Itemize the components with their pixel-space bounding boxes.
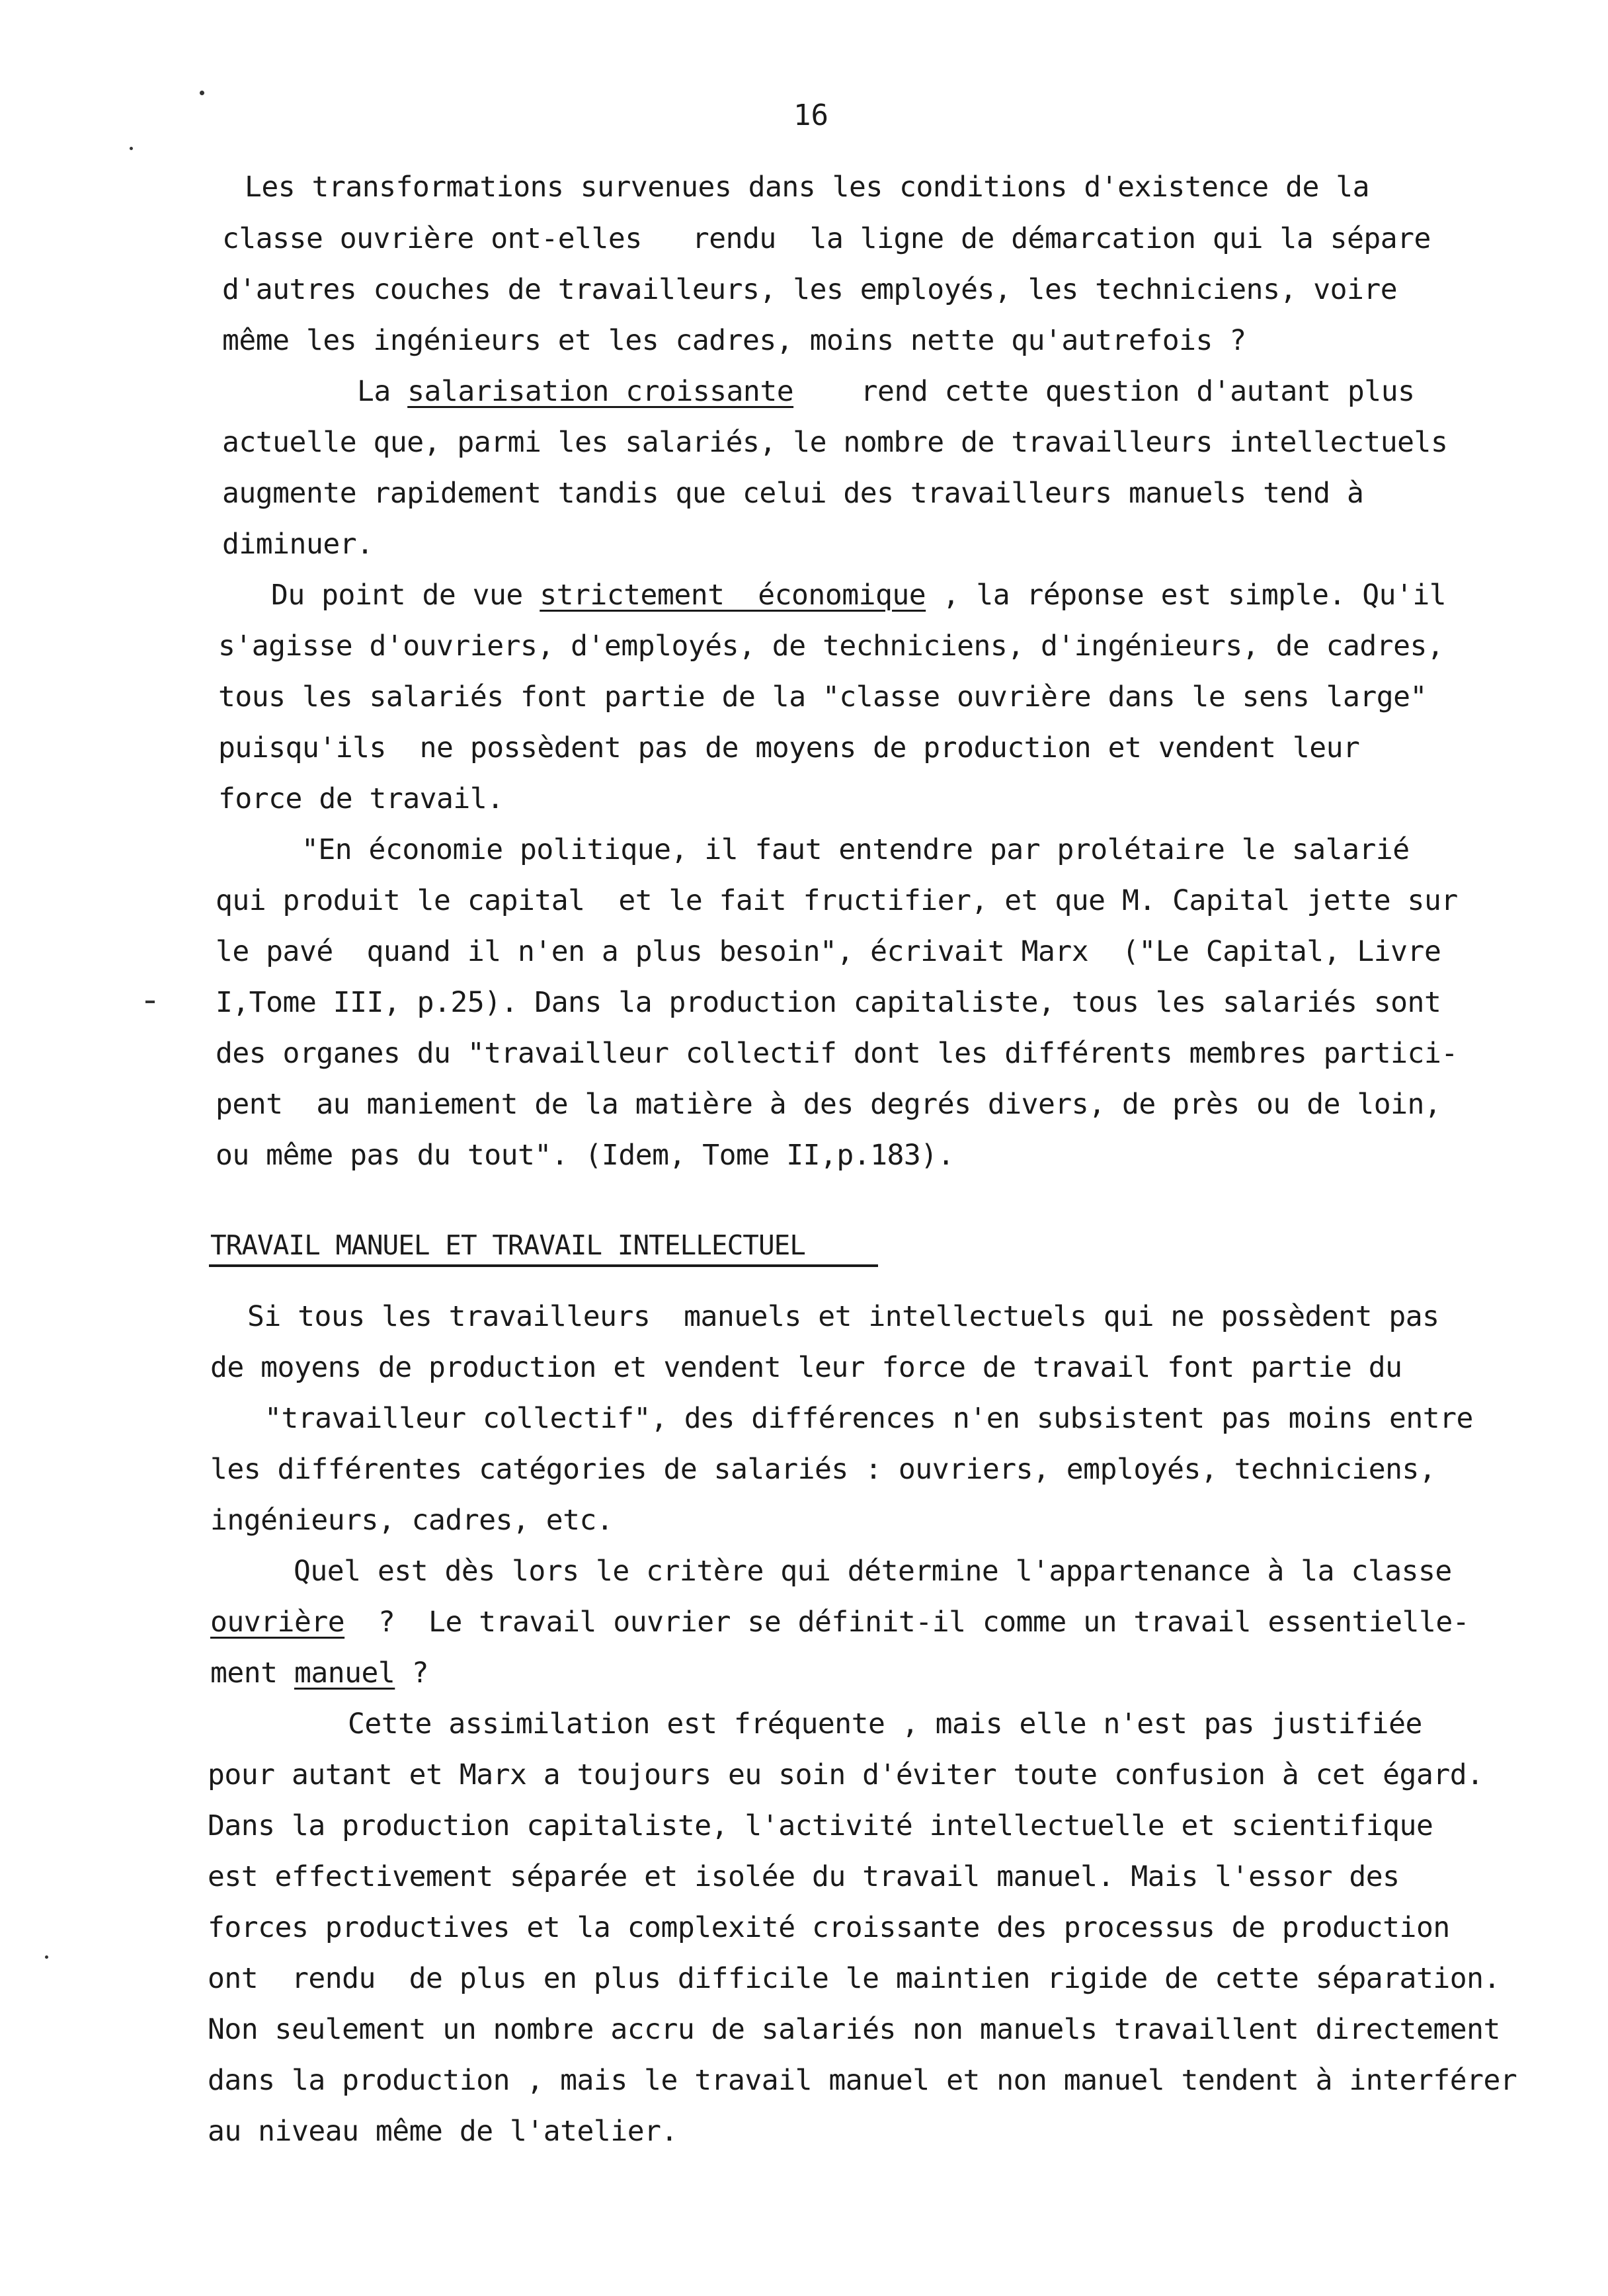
text-line: force de travail. (218, 782, 504, 815)
section-heading: TRAVAIL MANUEL ET TRAVAIL INTELLECTUEL (210, 1229, 805, 1261)
text-line: est effectivement séparée et isolée du travail manuel. Mais l'essor des (208, 1860, 1400, 1893)
scan-mark (145, 1001, 155, 1003)
text-line: Dans la production capitaliste, l'activité intellectuelle et scientifique (208, 1809, 1433, 1842)
text-line: Si tous les travailleurs manuels et intellectuels qui ne possèdent pas (247, 1300, 1439, 1333)
text-line: des organes du "travailleur collectif dont les différents membres partici- (216, 1037, 1458, 1070)
text-line: les différentes catégories de salariés : ouvriers, employés, techniciens, (210, 1453, 1436, 1486)
text-run: , la réponse est simple. Qu'il (926, 579, 1447, 612)
text-line: actuelle que, parmi les salariés, le nombre de travailleurs intellectuels (222, 426, 1448, 459)
text-line: dans la production , mais le travail manuel et non manuel tendent à interférer (208, 2064, 1517, 2097)
underlined-term: strictement économique (540, 579, 926, 612)
text-line: qui produit le capital et le fait fructifier, et que M. Capital jette sur (216, 884, 1458, 917)
text-line (357, 375, 1414, 408)
text-line: de moyens de production et vendent leur force de travail font partie du (210, 1351, 1402, 1384)
text-run: La (357, 375, 408, 408)
scan-speck (200, 91, 204, 95)
text-run: ? (395, 1657, 429, 1690)
heading-underline (209, 1264, 878, 1267)
text-line: puisqu'ils ne possèdent pas de moyens de production et vendent leur (218, 731, 1360, 764)
text-line: tous les salariés font partie de la "classe ouvrière dans le sens large" (218, 680, 1427, 714)
text-line: au niveau même de l'atelier. (208, 2115, 678, 2148)
text-line: diminuer. (222, 528, 374, 561)
underlined-term: salarisation croissante (407, 375, 794, 408)
text-line: le pavé quand il n'en a plus besoin", écrivait Marx ("Le Capital, Livre (216, 935, 1441, 968)
page-number: 16 (793, 99, 828, 132)
text-line: d'autres couches de travailleurs, les employés, les techniciens, voire (222, 273, 1398, 306)
text-line: "En économie politique, il faut entendre par prolétaire le salarié (302, 833, 1410, 866)
text-line: classe ouvrière ont-elles rendu la ligne de démarcation qui la sépare (222, 222, 1431, 255)
text-line (210, 1657, 428, 1690)
text-line: Les transformations survenues dans les conditions d'existence de la (245, 171, 1370, 204)
text-line: ou même pas du tout". (Idem, Tome II,p.183). (216, 1139, 955, 1172)
scan-speck (45, 1955, 48, 1959)
text-line: "travailleur collectif", des différences n'en subsistent pas moins entre (264, 1402, 1473, 1435)
text-run: Du point de vue (271, 579, 540, 612)
scan-speck (130, 147, 133, 150)
text-line: Quel est dès lors le critère qui détermine l'appartenance à la classe (294, 1555, 1452, 1588)
underlined-term: manuel (294, 1657, 395, 1690)
text-line (210, 1606, 1469, 1639)
text-run: rend cette question d'autant plus (793, 375, 1415, 408)
text-line: Cette assimilation est fréquente , mais elle n'est pas justifiée (348, 1707, 1422, 1741)
text-line: pent au maniement de la matière à des degrés divers, de près ou de loin, (216, 1088, 1441, 1121)
text-line: forces productives et la complexité croissante des processus de production (208, 1911, 1450, 1944)
text-run: ? Le travail ouvrier se définit-il comme un travail essentielle- (344, 1606, 1470, 1639)
text-line: pour autant et Marx a toujours eu soin d'éviter toute confusion à cet égard. (208, 1758, 1484, 1791)
text-line: même les ingénieurs et les cadres, moins nette qu'autrefois ? (222, 324, 1246, 357)
text-line: ingénieurs, cadres, etc. (210, 1504, 614, 1537)
text-line (271, 579, 1446, 612)
underlined-term: ouvrière (210, 1606, 345, 1639)
text-line: augmente rapidement tandis que celui des travailleurs manuels tend à (222, 477, 1364, 510)
text-line: ont rendu de plus en plus difficile le maintien rigide de cette séparation. (208, 1962, 1500, 1995)
text-line: I,Tome III, p.25). Dans la production capitaliste, tous les salariés sont (216, 986, 1441, 1019)
text-line: s'agisse d'ouvriers, d'employés, de techniciens, d'ingénieurs, de cadres, (218, 630, 1444, 663)
text-run: ment (210, 1657, 294, 1690)
text-line: Non seulement un nombre accru de salariés non manuels travaillent directement (208, 2013, 1500, 2046)
